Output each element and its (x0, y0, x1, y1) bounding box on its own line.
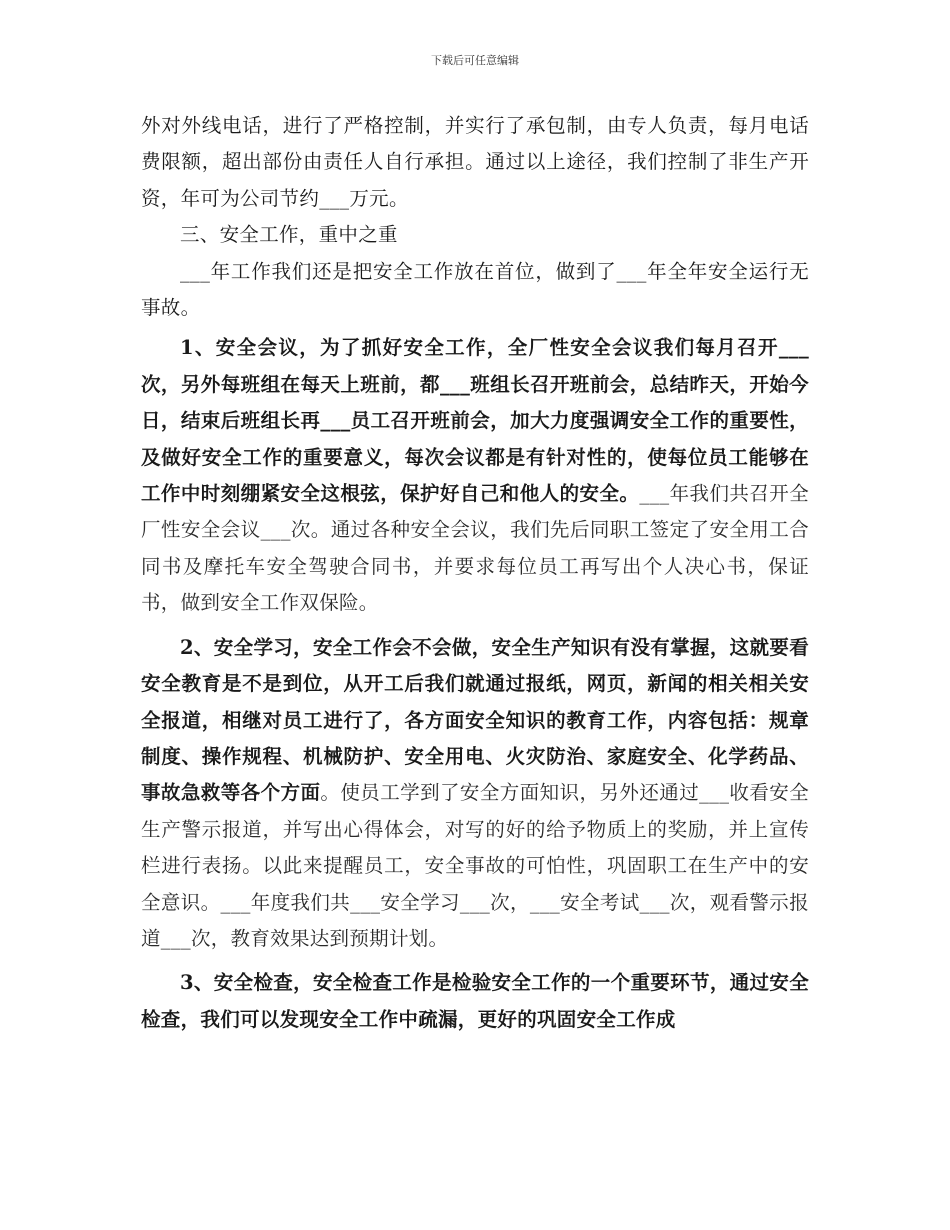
paragraph-bold-text: 1、安全会议，为了抓好安全工作，全厂性安全会议我们每月召开___次，另外每班组在每天上班前，都___班组长召开班前会，总结昨天，开始今日，结束后班组长再___员工召开班前会，加大力度强调安全工作的重要性，及做好安全工作的重要意义，每次会议都是有针对性的，使每位员工能够在工作中时刻绷紧安全这根弦，保护好自己和他人的安全。 (141, 336, 809, 506)
paragraph-text: ___年工作我们还是把安全工作放在首位，做到了___年全年安全运行无事故。 (141, 259, 809, 320)
document-body (141, 108, 809, 1038)
section-heading-text: 三、安全工作，重中之重 (180, 223, 398, 247)
paragraph-bold-text: 3、安全检查，安全检查工作是检验安全工作的一个重要环节，通过安全检查，我们可以发现安全工作中疏漏，更好的巩固安全工作成 (141, 971, 809, 1031)
paragraph-text: 外对外线电话，进行了严格控制，并实行了承包制，由专人负责，每月电话费限额，超出部份由责任人自行承担。通过以上途径，我们控制了非生产开资，年可为公司节约___万元。 (141, 114, 809, 210)
page-header: 下载后可任意编辑 (431, 54, 519, 67)
paragraph-text: ___年我们共召开全厂性安全会议___次。通过各种安全会议，我们先后同职工签定了安全用工合同书及摩托车安全驾驶合同书，并要求每位员工再写出个人决心书，保证书，做到安全工作双保险。 (141, 482, 809, 615)
paragraph-safety-intro (141, 254, 809, 327)
paragraph-safety-inspection (141, 965, 809, 1038)
paragraph-safety-learning (141, 630, 809, 958)
paragraph-safety-meetings (141, 330, 809, 621)
paragraph-telephone-control (141, 108, 809, 217)
section-heading-safety (141, 217, 809, 253)
paragraph-bold-text: 2、安全学习，安全工作会不会做，安全生产知识有没有掌握，这就要看安全教育是不是到位，从开工后我们就通过报纸，网页，新闻的相关相关安全报道，相继对员工进行了，各方面安全知识的教育工作，内容包括：规章制度、操作规程、机械防护、安全用电、火灾防治、家庭安全、化学药品、事故急救等各个方面 (141, 635, 809, 805)
paragraph-text: 。使员工学到了安全方面知识，另外还通过___收看安全生产警示报道，并写出心得体会，对写的好的给予物质上的奖励，并上宣传栏进行表扬。以此来提醒员工，安全事故的可怕性，巩固职工在生产中的安全意识。___年度我们共___安全学习___次，___安全考试___次，观看警示报道___次，教育效果达到预期计划。 (141, 781, 809, 950)
